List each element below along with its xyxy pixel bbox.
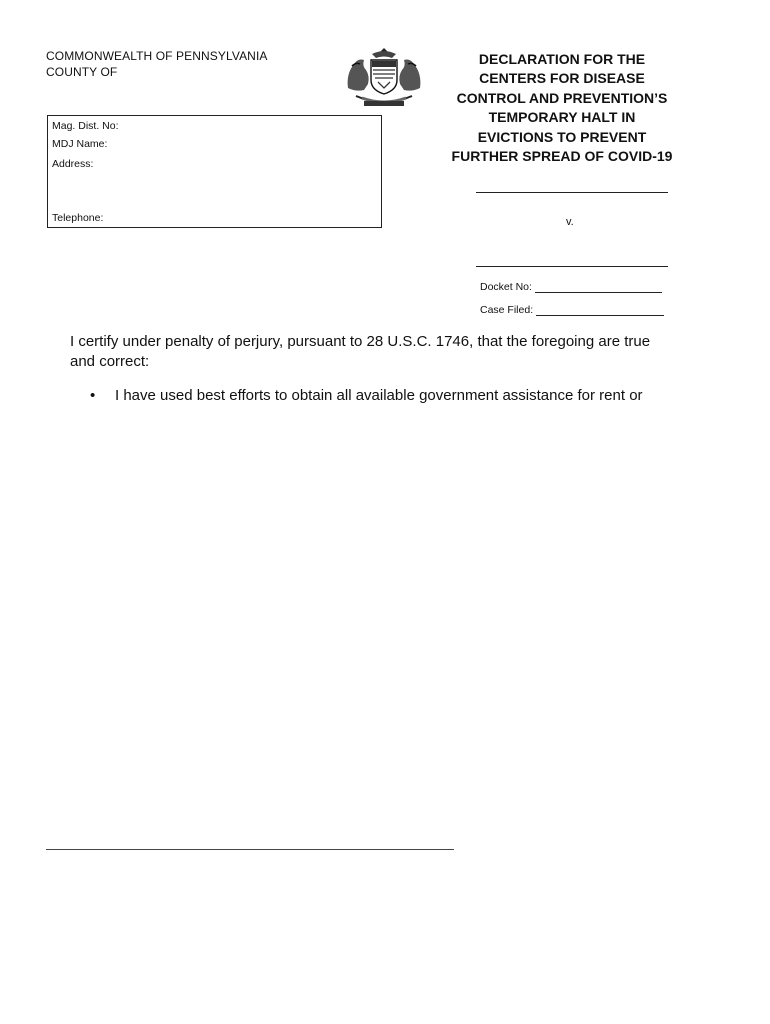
court-info-box <box>47 115 382 228</box>
case-filed-row <box>480 304 664 316</box>
signature-line[interactable] <box>46 849 454 850</box>
title-line-4: TEMPORARY HALT IN <box>488 109 636 126</box>
mdj-name-label: MDJ Name: <box>52 138 108 150</box>
list-item <box>90 386 643 406</box>
plaintiff-line[interactable] <box>476 192 668 193</box>
bullet-text: I have used best efforts to obtain all available government assistance for rent or <box>115 387 643 404</box>
document-title <box>436 50 688 166</box>
title-line-2: CENTERS FOR DISEASE <box>479 70 645 87</box>
docket-field[interactable] <box>535 284 662 293</box>
case-filed-label: Case Filed: <box>480 304 534 316</box>
title-line-1: DECLARATION FOR THE <box>478 51 646 67</box>
commonwealth-label: COMMONWEALTH OF PENNSYLVANIA <box>46 49 268 63</box>
docket-row <box>480 281 662 293</box>
defendant-line[interactable] <box>476 266 668 267</box>
versus-label: v. <box>566 216 574 228</box>
county-label: COUNTY OF <box>46 65 118 79</box>
certification-statement: I certify under penalty of perjury, pursuant to 28 U.S.C. 1746, that the foregoing are true and correct: <box>70 333 651 370</box>
address-label: Address: <box>52 158 94 170</box>
case-filed-field[interactable] <box>536 307 664 316</box>
title-line-3: CONTROL AND PREVENTION’S <box>456 89 668 106</box>
telephone-label: Telephone: <box>52 212 104 224</box>
mag-dist-label: Mag. Dist. No: <box>52 120 119 132</box>
title-line-5: EVICTIONS TO PREVENT <box>477 128 647 145</box>
court-header <box>46 48 268 80</box>
pennsylvania-coat-of-arms-icon <box>342 46 426 108</box>
docket-label: Docket No: <box>480 281 532 293</box>
title-line-6: FURTHER SPREAD OF COVID-19 <box>451 148 673 165</box>
bullet-icon: • <box>90 387 96 404</box>
